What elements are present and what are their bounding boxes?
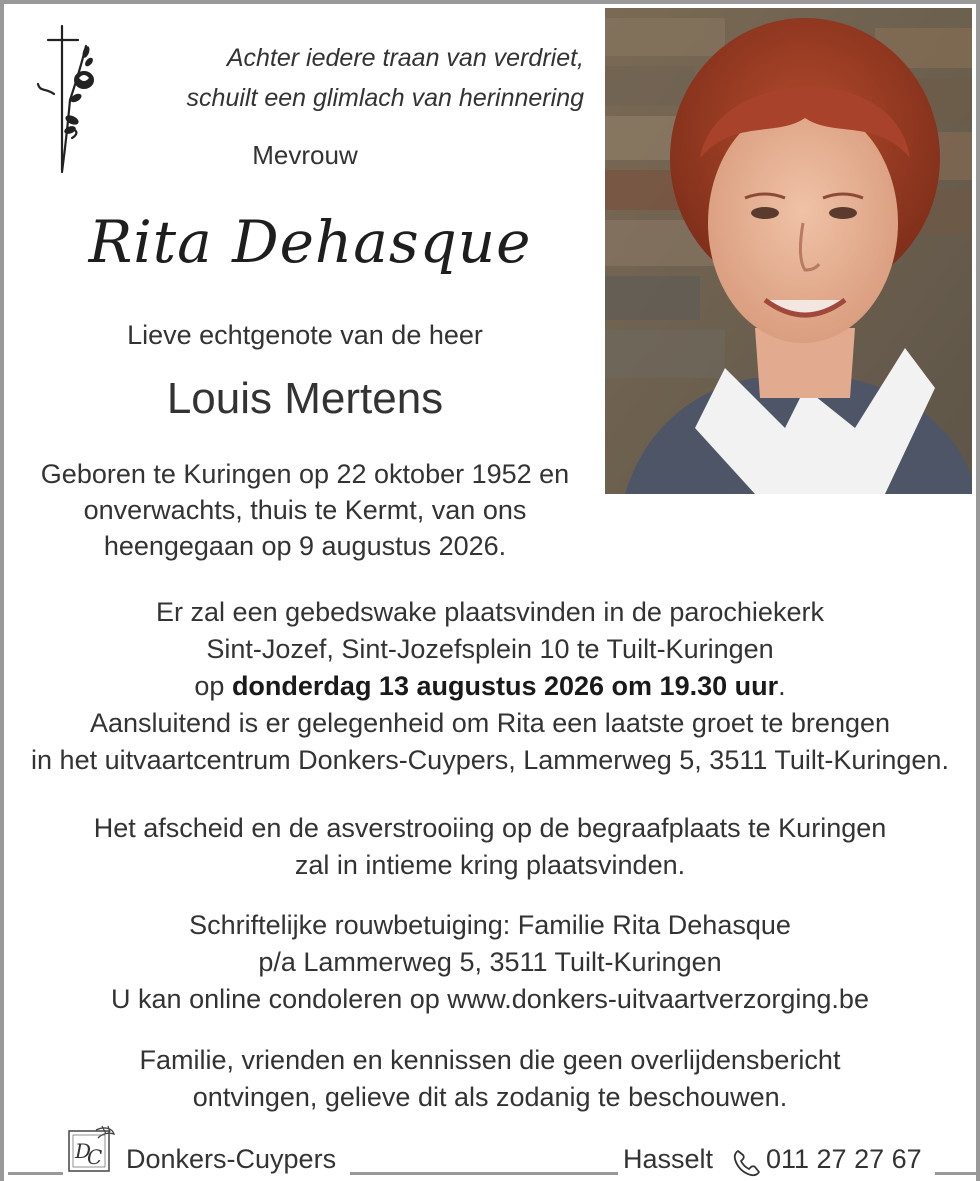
birth-death-text — [20, 456, 590, 564]
birth-line-3: heengegaan op 9 augustus 2026. — [103, 531, 507, 561]
footer-rule-left — [8, 1172, 63, 1175]
wake-line-5: in het uitvaartcentrum Donkers-Cuypers, Lammerweg 5, 3511 Tuilt-Kuringen. — [31, 745, 949, 775]
frame-left-border — [0, 0, 4, 1181]
wake-date: donderdag 13 augustus 2026 om 19.30 uur — [231, 671, 779, 701]
phone-number[interactable]: 011 27 27 67 — [766, 1144, 922, 1174]
quote-line-2: schuilt een glimlach van herinnering — [186, 84, 584, 112]
farewell-announcement — [10, 810, 970, 884]
frame-top-border — [0, 0, 980, 4]
birth-line-1: Geboren te Kuringen op 22 oktober 1952 en — [40, 459, 570, 489]
wake-line-2: Sint-Jozef, Sint-Jozefsplein 10 te Tuilt-Kuringen — [206, 634, 774, 664]
funeral-home-name: Donkers-Cuypers — [126, 1144, 337, 1174]
deceased-name: Rita Dehasque — [88, 208, 532, 276]
svg-text:C: C — [87, 1145, 103, 1169]
farewell-line-1: Het afscheid en de asverstrooiing op de begraafplaats te Kuringen — [93, 813, 887, 843]
wake-line-1: Er zal een gebedswake plaatsvinden in de parochiekerk — [156, 597, 824, 627]
condolence-info — [10, 907, 970, 1018]
quote-line-1: Achter iedere traan van verdriet, — [226, 44, 584, 72]
honorific: Mevrouw — [252, 140, 358, 170]
wake-date-prefix: op — [194, 671, 225, 701]
footer-rule-right — [935, 1172, 980, 1175]
wake-line-3 — [10, 668, 970, 705]
funeral-home-city: Hasselt — [623, 1144, 714, 1174]
notice-text — [10, 1042, 970, 1116]
spouse-name: Louis Mertens — [166, 374, 444, 423]
notice-line-2: ontvingen, gelieve dit als zodanig te beschouwen. — [192, 1082, 788, 1112]
spouse-label: Lieve echtgenote van de heer — [127, 320, 483, 350]
frame-right-border — [976, 0, 980, 1181]
funeral-home-logo — [66, 1124, 118, 1176]
condolence-line-1: Schriftelijke rouwbetuiging: Familie Rita Dehasque — [189, 910, 791, 940]
cross-with-rose-icon — [32, 22, 104, 174]
birth-line-2: onverwachts, thuis te Kermt, van ons — [83, 495, 527, 525]
svg-text:D: D — [75, 1139, 92, 1163]
condolence-line-2: p/a Lammerweg 5, 3511 Tuilt-Kuringen — [258, 947, 722, 977]
condolence-line-3: U kan online condoleren op www.donkers-uitvaartverzorging.be — [111, 984, 869, 1014]
wake-date-suffix: . — [778, 671, 786, 701]
farewell-line-2: zal in intieme kring plaatsvinden. — [294, 850, 686, 880]
portrait-photo — [605, 8, 972, 494]
wake-announcement — [10, 594, 970, 779]
notice-line-1: Familie, vrienden en kennissen die geen overlijdensbericht — [139, 1045, 841, 1075]
footer-rule-middle — [350, 1172, 618, 1175]
wake-line-4: Aansluitend is er gelegenheid om Rita een laatste groet te brengen — [89, 708, 891, 738]
phone-icon — [732, 1148, 762, 1178]
memorial-quote — [120, 38, 584, 118]
